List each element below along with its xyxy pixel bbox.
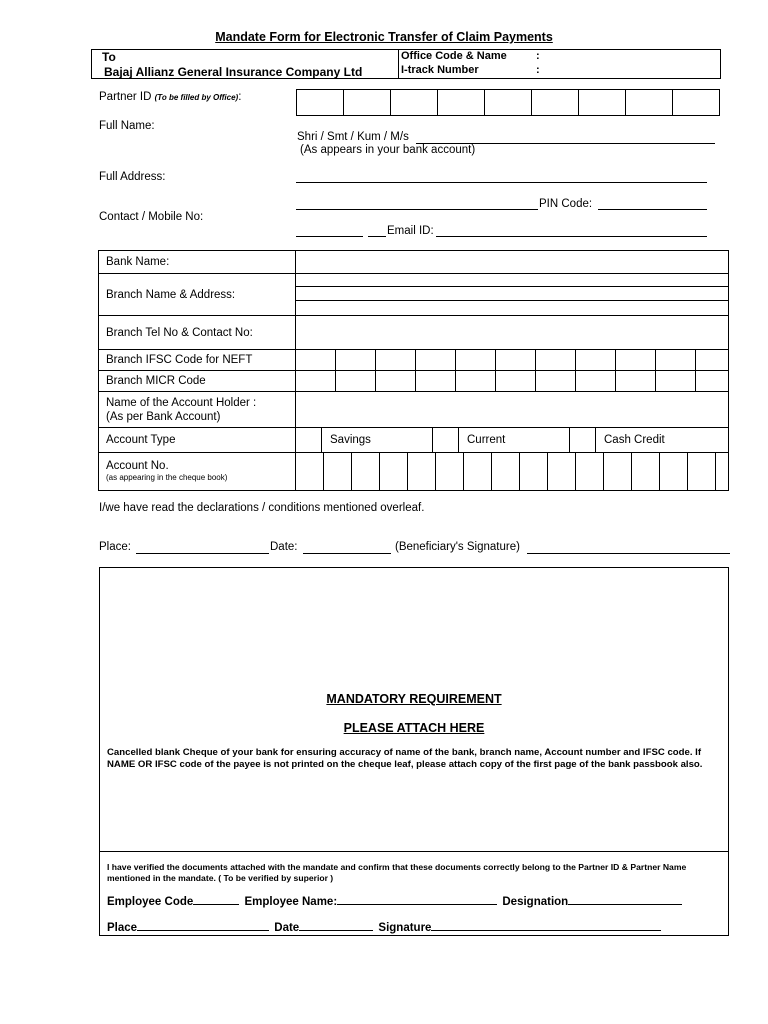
account-no-box[interactable] [632,453,660,490]
employee-code-label: Employee Code [107,896,194,908]
name-prefix: Shri / Smt / Kum / M/s [297,131,409,143]
bank-name-field[interactable] [296,251,729,274]
ifsc-box[interactable] [416,350,456,370]
ifsc-box[interactable] [296,350,336,370]
bank-name-label: Bank Name: [99,251,296,274]
header-divider [398,50,399,78]
account-no-box[interactable] [324,453,352,490]
partner-id-box[interactable] [484,89,532,116]
account-holder-row [99,392,729,428]
account-no-box[interactable] [576,453,604,490]
micr-box[interactable] [576,371,616,391]
account-type-options [296,428,728,452]
verifier-place-field[interactable] [137,930,269,931]
contact-field-2[interactable] [368,236,386,237]
account-no-boxes [296,453,728,490]
partner-id-box[interactable] [296,89,344,116]
account-no-box[interactable] [688,453,716,490]
itrack-label: I-track Number [401,64,479,76]
account-no-label: Account No. (as appearing in the cheque book) [99,453,296,491]
verifier-row [107,922,661,934]
savings-label: Savings [322,428,433,452]
current-checkbox[interactable] [433,428,459,452]
account-no-row [99,453,729,491]
employee-row [107,896,682,908]
address-line-1[interactable] [296,182,707,183]
partner-id-box[interactable] [343,89,391,116]
employee-code-field[interactable] [193,904,239,905]
header-box [91,49,721,79]
signature-label: (Beneficiary's Signature) [395,541,520,553]
micr-box[interactable] [416,371,456,391]
form-title: Mandate Form for Electronic Transfer of Claim Payments [215,30,553,44]
account-no-note: (as appearing in the cheque book) [106,472,228,482]
address-line-2[interactable] [296,209,538,210]
micr-box[interactable] [656,371,696,391]
branch-address-line-1[interactable] [296,274,728,287]
verifier-signature-label: Signature [378,922,432,934]
micr-label: Branch MICR Code [99,371,296,392]
ifsc-box[interactable] [336,350,376,370]
account-holder-label: Name of the Account Holder : (As per Bank Account) [99,392,296,428]
ifsc-box[interactable] [456,350,496,370]
partner-id-box[interactable] [672,89,720,116]
partner-id-box[interactable] [390,89,438,116]
micr-box[interactable] [456,371,496,391]
ifsc-box[interactable] [656,350,696,370]
to-label: To [102,50,116,64]
itrack-colon: : [536,64,540,76]
full-address-label: Full Address: [99,171,166,183]
micr-box[interactable] [536,371,576,391]
name-note: (As appears in your bank account) [300,144,476,156]
account-type-label: Account Type [99,428,296,453]
contact-label: Contact / Mobile No: [99,211,204,223]
micr-boxes [296,371,728,391]
account-no-box[interactable] [716,453,728,490]
employee-name-field[interactable] [337,904,497,905]
branch-address-field[interactable] [296,274,729,316]
designation-field[interactable] [568,904,682,905]
place-field[interactable] [136,553,269,554]
account-no-box[interactable] [352,453,380,490]
ifsc-boxes [296,350,728,370]
employee-name-label: Employee Name: [244,896,338,908]
ifsc-box[interactable] [536,350,576,370]
ifsc-box[interactable] [496,350,536,370]
account-no-box[interactable] [660,453,688,490]
account-holder-field[interactable] [296,392,729,428]
designation-label: Designation [502,896,569,908]
partner-id-box[interactable] [625,89,673,116]
micr-box[interactable] [696,371,728,391]
account-no-box[interactable] [380,453,408,490]
office-code-label: Office Code & Name [401,50,507,62]
account-no-box[interactable] [436,453,464,490]
mandatory-heading: MANDATORY REQUIREMENT [326,692,502,706]
branch-tel-field[interactable] [296,316,729,350]
date-label: Date: [270,541,298,553]
cash-credit-checkbox[interactable] [570,428,596,452]
verifier-date-field[interactable] [299,930,373,931]
branch-address-row [99,274,729,316]
partner-id-box[interactable] [437,89,485,116]
account-no-box[interactable] [296,453,324,490]
account-no-box[interactable] [408,453,436,490]
declaration-text: I/we have read the declarations / conditions mentioned overleaf. [99,502,425,514]
partner-id-box[interactable] [531,89,579,116]
ifsc-label: Branch IFSC Code for NEFT [99,350,296,371]
branch-tel-label: Branch Tel No & Contact No: [99,316,296,350]
cash-credit-label: Cash Credit [604,434,665,446]
ifsc-box[interactable] [576,350,616,370]
micr-row [99,371,729,392]
savings-checkbox[interactable] [296,428,322,452]
partner-id-note: (To be filled by Office) [154,93,239,102]
micr-box[interactable] [496,371,536,391]
account-no-box[interactable] [520,453,548,490]
current-label: Current [459,428,570,452]
pin-code-label: PIN Code: [539,198,593,210]
company-name: Bajaj Allianz General Insurance Company Ltd [104,65,363,79]
ifsc-row [99,350,729,371]
account-no-box[interactable] [548,453,576,490]
email-label: Email ID: [387,225,434,237]
ifsc-box[interactable] [696,350,728,370]
partner-id-label: Partner ID (To be filled by Office): [99,91,242,103]
partner-id-boxes [296,89,720,116]
box-separator [100,851,728,852]
bank-details-table [98,250,729,491]
account-no-box[interactable] [464,453,492,490]
cheque-instructions: Cancelled blank Cheque of your bank for ensuring accuracy of name of the bank, branch name, Account number and IFSC code. If NAME OR IFSC code of the payee is not printed on the cheque leaf, please attach copy of the first page of the bank passbook also. [107,747,703,770]
micr-box[interactable] [376,371,416,391]
micr-box[interactable] [296,371,336,391]
signature-field[interactable] [527,553,730,554]
office-code-colon: : [536,50,540,62]
ifsc-box[interactable] [376,350,416,370]
micr-box[interactable] [616,371,656,391]
pin-code-field[interactable] [598,209,707,210]
cheque-attach-box [99,567,729,936]
branch-tel-row [99,316,729,350]
verifier-signature-field[interactable] [431,930,661,931]
bank-name-row [99,251,729,274]
verification-text: I have verified the documents attached with the mandate and confirm that these documents correctly belong to the Partner ID & Partner Name mentioned in the mandate. ( To be verified by superior ) [107,862,687,883]
verifier-place-label: Place [107,922,138,934]
place-label: Place: [99,541,131,553]
attach-heading: PLEASE ATTACH HERE [343,721,485,735]
account-no-box[interactable] [604,453,632,490]
full-name-label: Full Name: [99,120,155,132]
branch-address-line-2[interactable] [296,287,728,301]
ifsc-box[interactable] [616,350,656,370]
account-type-row [99,428,729,453]
verifier-date-label: Date [274,922,300,934]
account-no-box[interactable] [492,453,520,490]
partner-id-box[interactable] [578,89,626,116]
date-field[interactable] [303,553,391,554]
email-field[interactable] [436,236,707,237]
contact-field[interactable] [296,236,363,237]
branch-address-label: Branch Name & Address: [99,274,296,316]
branch-address-line-3[interactable] [296,301,728,315]
micr-box[interactable] [336,371,376,391]
